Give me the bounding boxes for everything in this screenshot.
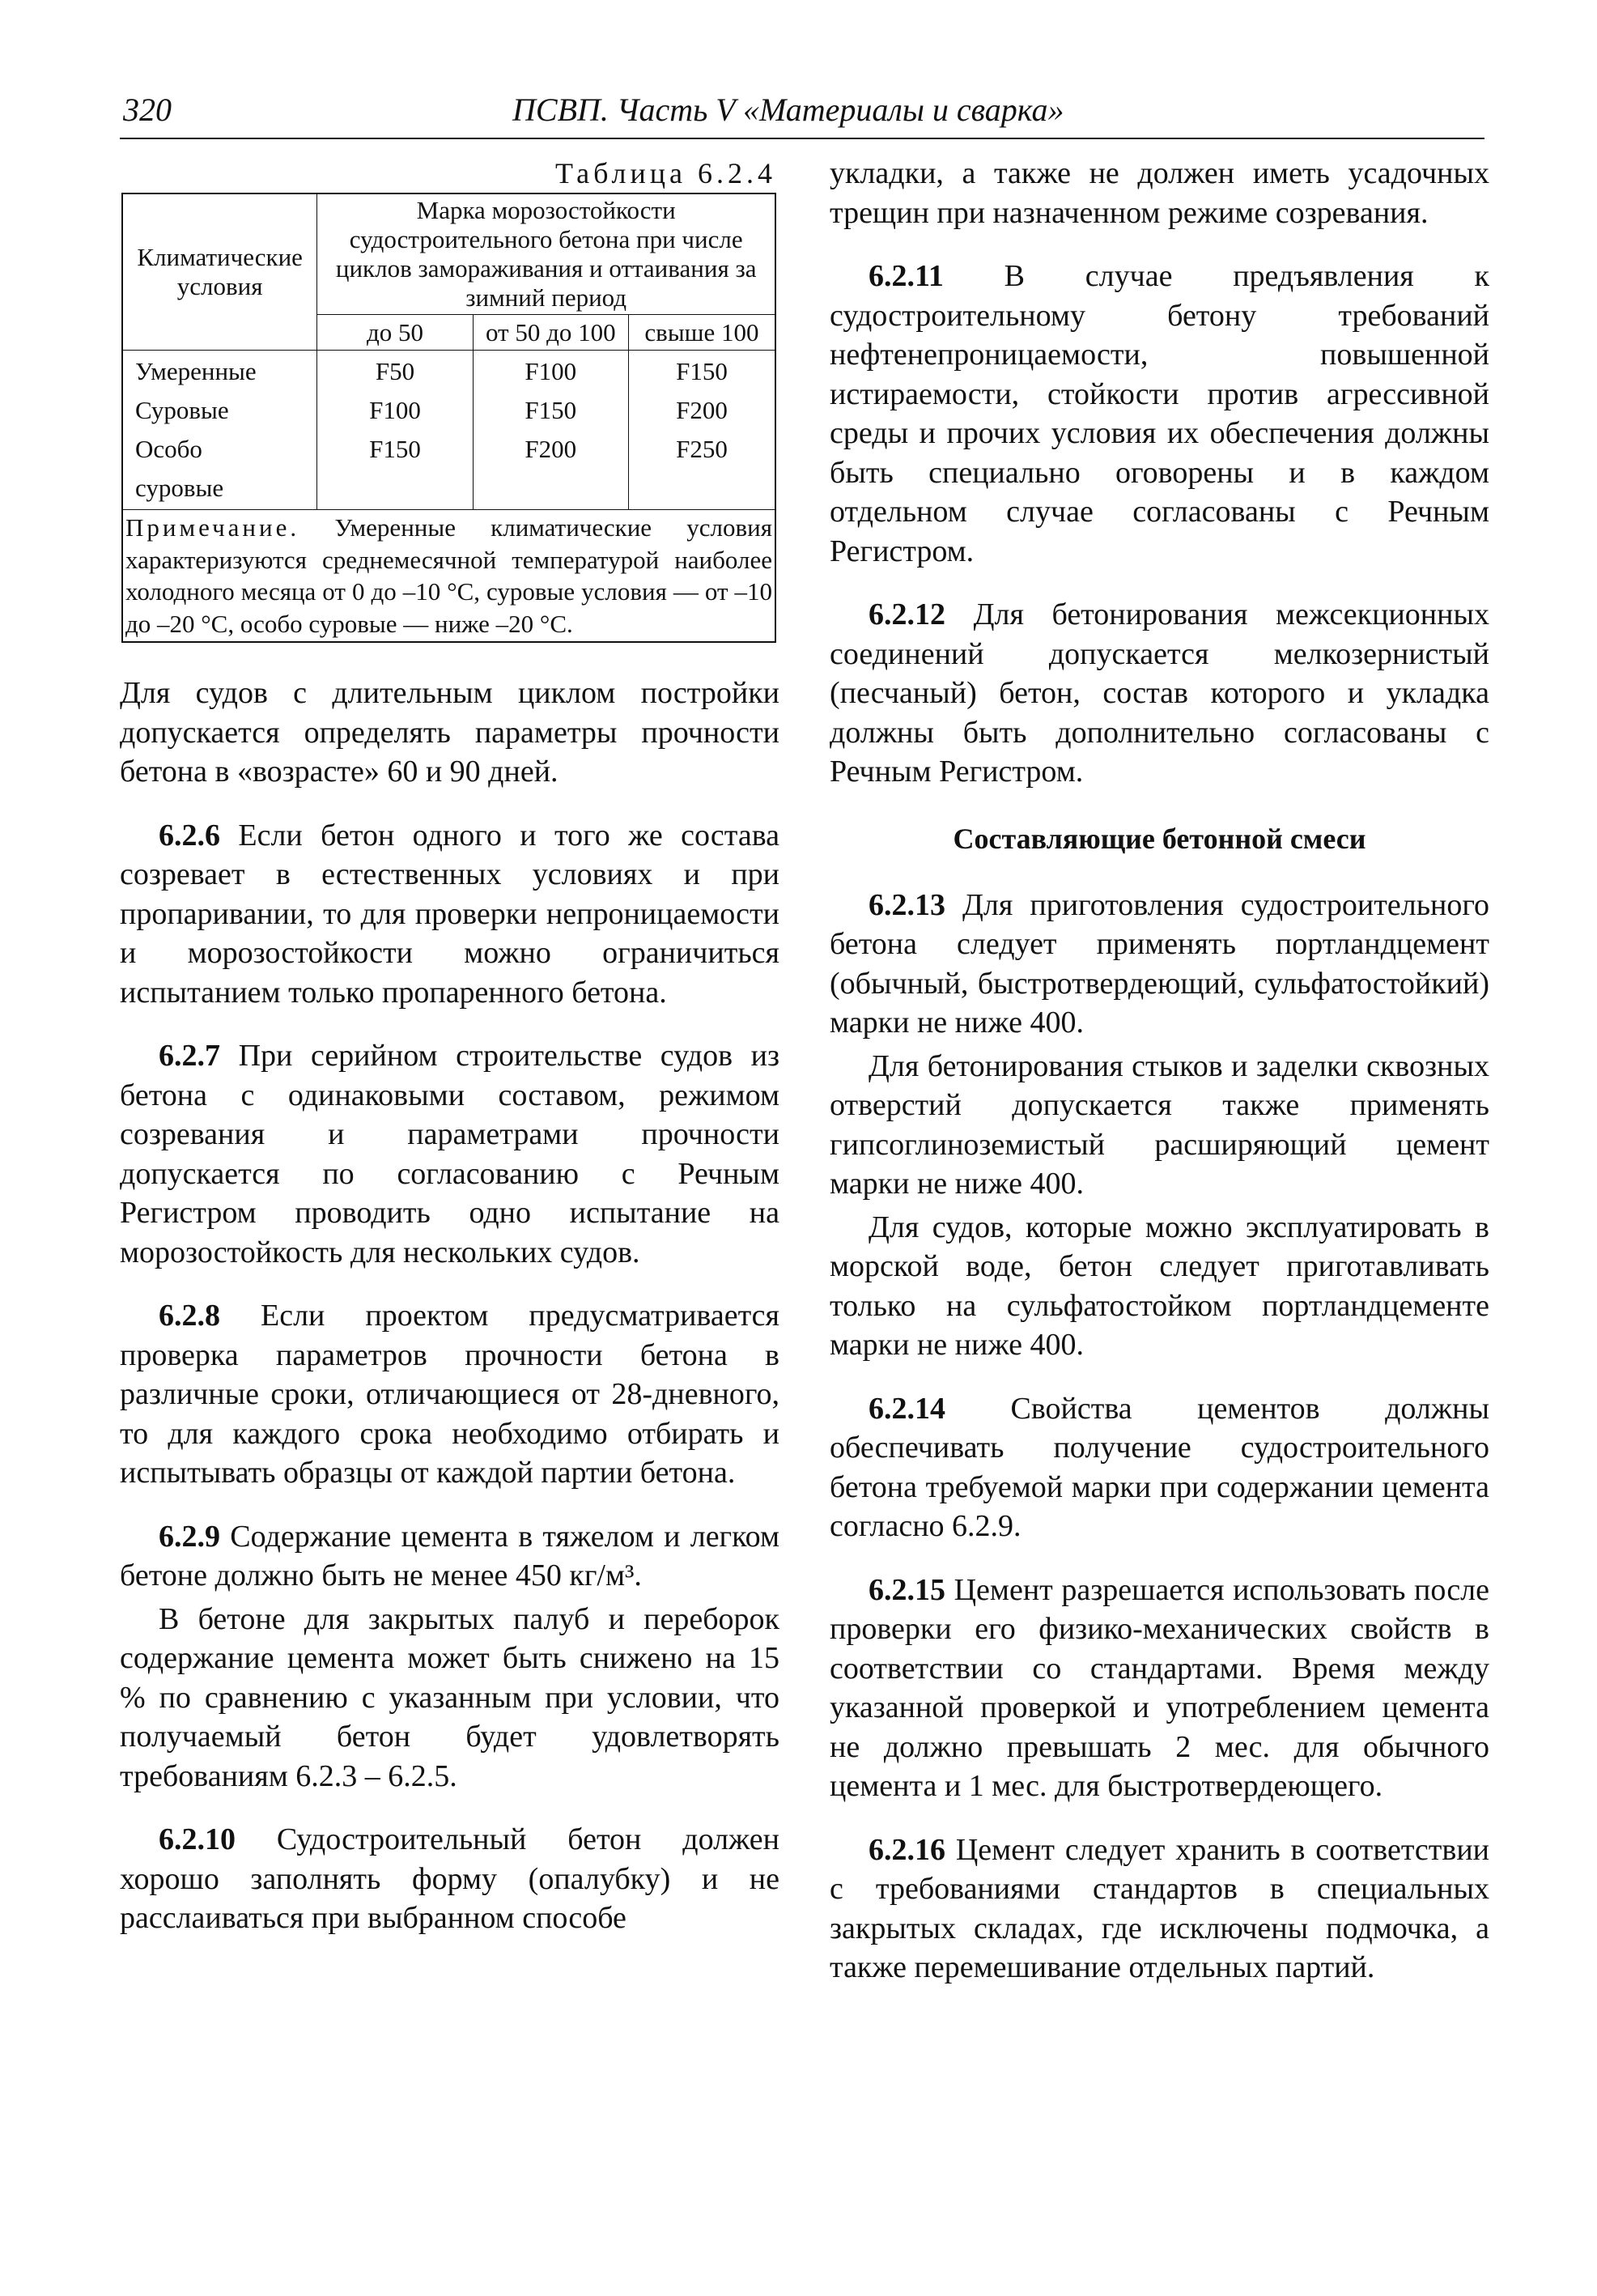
paragraph-6-2-6 <box>120 816 779 1013</box>
subheader-over-100: свыше 100 <box>628 315 775 351</box>
cell-severe-50: F100 <box>369 396 421 424</box>
paragraph-6-2-12 <box>830 595 1489 792</box>
paragraph-age: Для судов с длительным циклом постройки допускается определять параметры прочности бетона в «возрасте» 60 и 90 дней. <box>120 676 779 789</box>
paragraph-6-2-14 <box>830 1389 1489 1546</box>
clause-number: 6.2.12 <box>869 597 945 631</box>
condition-severe: Суровые <box>135 396 229 424</box>
clause-text: Цемент разрешается использовать после проверки его физико-механических свойств в соответствии со стандартами. Время между указанной проверкой и употреблением цемента не должно превышать 2 мес. для обычного цемента и 1 мес. для быстротвердеющего. <box>830 1572 1490 1803</box>
note-text: Умеренные климатические условия характеризуются среднемесячной температурой наиболее холодного месяца от 0 до –10 °С, суровые условия — от –10 до –20 °С, особо суровые — ниже –20 °С. <box>125 513 772 638</box>
cell-severe-100: F150 <box>525 396 577 424</box>
left-column <box>120 154 779 1938</box>
page-number: 320 <box>123 91 172 128</box>
cell-extreme-100: F200 <box>525 435 577 463</box>
clause-number: 6.2.8 <box>159 1299 220 1333</box>
table-block <box>120 154 779 643</box>
cell-moderate-over100: F150 <box>676 357 728 385</box>
clause-text: При серийном строительстве судов из бетона с одинаковыми составом, режимом созревания и параметрами прочности допускается по согласованию с Речным Регистром проводить одно испытание на морозостойкость для нескольких судов. <box>120 1039 780 1269</box>
clause-text: Если проектом предусматривается проверка параметров прочности бетона в различные сроки, отличающиеся от 28-дневного, то для каждого срока необходимо отбирать и испытывать образцы от каждой партии бетона. <box>120 1299 779 1490</box>
paragraph-6-2-16 <box>830 1830 1489 1988</box>
clause-text: Цемент следует хранить в соответствии с требованиями стандартов в специальных закрытых складах, где исключены подмочка, а также перемешивание отдельных партий. <box>830 1832 1490 1984</box>
paragraph-6-2-8 <box>120 1296 779 1493</box>
right-column <box>830 154 1489 1988</box>
table-body-row <box>122 351 775 510</box>
paragraph-6-2-10-continued: укладки, а также не должен иметь усадочных трещин при назначенном режиме созревания. <box>830 156 1489 230</box>
clause-text: Судостроительный бетон должен хорошо заполнять форму (опалубку) и не расслаиваться при выбранном способе <box>120 1822 779 1935</box>
paragraph-6-2-7 <box>120 1036 779 1272</box>
frost-resistance-table <box>121 193 776 643</box>
cell-moderate-50: F50 <box>375 357 415 385</box>
paragraph-6-2-13-c: Для судов, которые можно эксплуатировать в морской воде, бетон следует приготавливать только на сульфатостойком портландцементе марки не ниже 400. <box>830 1210 1489 1362</box>
clause-number: 6.2.13 <box>869 887 945 922</box>
condition-moderate: Умеренные <box>135 357 257 385</box>
cell-severe-over100: F200 <box>676 396 728 424</box>
subheader-50-100: от 50 до 100 <box>473 315 628 351</box>
section-subheading: Составляющие бетонной смеси <box>953 822 1366 855</box>
clause-number: 6.2.15 <box>869 1572 945 1607</box>
paragraph-6-2-15 <box>830 1571 1489 1806</box>
clause-number: 6.2.7 <box>159 1039 220 1073</box>
clause-text: Для приготовления судостроительного бетона следует применять портландцемент (обычный, быстротвердеющий, сульфатостойкий) марки не ниже 400. <box>830 887 1490 1040</box>
paragraph-6-2-11 <box>830 257 1489 571</box>
paragraph-6-2-9-b: В бетоне для закрытых палуб и переборок содержание цемента может быть снижено на 15 % по сравнению с указанным при условии, что получаемый бетон будет удовлетворять требованиям 6.2.3 – 6.2.5. <box>120 1601 779 1793</box>
clause-number: 6.2.6 <box>159 818 220 852</box>
subheader-up-to-50: до 50 <box>317 315 473 351</box>
paragraph-6-2-10 <box>120 1820 779 1938</box>
clause-number: 6.2.16 <box>869 1832 945 1867</box>
clause-text: Свойства цементов должны обеспечивать получение судостроительного бетона требуемой марки при содержании цемента согласно 6.2.9. <box>830 1391 1490 1543</box>
condition-extreme: Особо суровые <box>135 435 224 502</box>
paragraph-6-2-9 <box>120 1517 779 1596</box>
note-label: Примечание. <box>125 513 300 542</box>
paragraph-6-2-13 <box>830 886 1489 1043</box>
clause-text: В случае предъявления к судостроительному бетону требований нефтенепроницаемости, повышенной истираемости, стойкости против агрессивной среды и прочих условия их обеспечения должны быть специально оговорены и в каждом отдельном случае согласованы с Речным Регистром. <box>830 259 1489 568</box>
cell-extreme-50: F150 <box>369 435 421 463</box>
clause-text: Если бетон одного и того же состава созревает в естественных условиях и при пропаривании, то для проверки непроницаемости и морозостойкости можно ограничиться испытанием только пропаренного бетона. <box>120 818 780 1010</box>
running-title: ПСВП. Часть V «Материалы и сварка» <box>512 91 1064 128</box>
header-frost-grade: Марка морозостойкости судостроительного бетона при числе циклов замораживания и оттаивания за зимний период <box>317 193 775 315</box>
clause-number: 6.2.14 <box>869 1391 945 1426</box>
clause-number: 6.2.10 <box>159 1822 236 1856</box>
clause-text: Содержание цемента в тяжелом и легком бетоне должно быть не менее 450 кг/м³. <box>120 1519 779 1592</box>
cell-extreme-over100: F250 <box>676 435 728 463</box>
running-header <box>120 87 1484 139</box>
clause-number: 6.2.9 <box>159 1519 220 1554</box>
paragraph-6-2-13-b: Для бетонирования стыков и заделки сквозных отверстий допускается также применять гипсоглиноземистый расширяющий цемент марки не ниже 400. <box>830 1048 1489 1201</box>
cell-moderate-100: F100 <box>525 357 577 385</box>
table-note <box>122 510 775 643</box>
clause-number: 6.2.11 <box>869 259 944 293</box>
clause-text: Для бетонирования межсекционных соединений допускается мелкозернистый (песчаный) бетон, состав которого и укладка должны быть дополнительно согласованы с Речным Регистром. <box>830 597 1489 789</box>
table-caption: Таблица 6.2.4 <box>555 157 776 189</box>
header-conditions: Климатические условия <box>122 193 317 351</box>
